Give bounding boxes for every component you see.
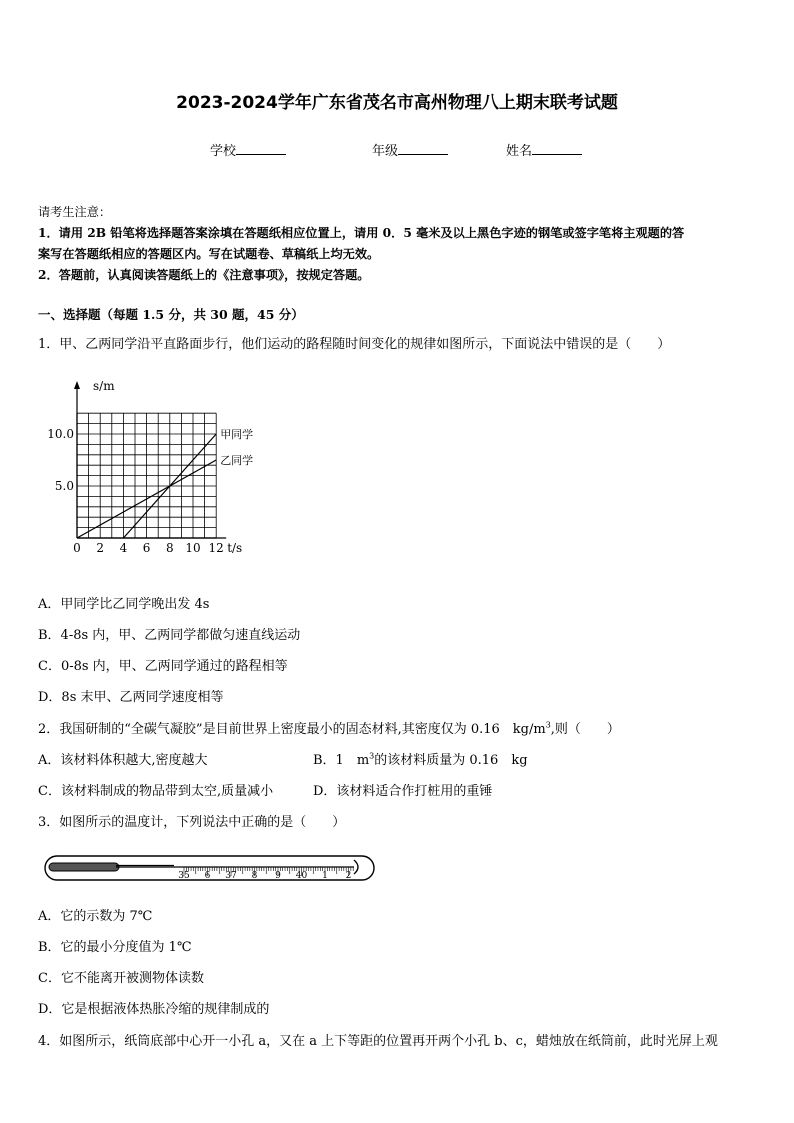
- y-axis-arrow: [74, 381, 80, 389]
- name-label: 姓名: [506, 144, 533, 159]
- name-field: [506, 140, 582, 159]
- thermometer-figure: [44, 850, 376, 886]
- thermometer-bulb: [49, 863, 119, 871]
- q2-option-b-text: B．1 m: [313, 753, 370, 768]
- thermometer-scale-label: 40: [295, 871, 308, 881]
- thermometer-scale-label: 1: [322, 871, 328, 881]
- q2-stem-sup: 3: [545, 720, 551, 730]
- q1-option-c[interactable]: C．0-8s 内，甲、乙两同学通过的路程相等: [38, 659, 288, 674]
- q2-stem-tail: ,则（ ）: [550, 722, 620, 737]
- x-tick-label: 0: [73, 541, 81, 555]
- chart-labels: [47, 379, 253, 555]
- x-tick-label: 4: [119, 541, 128, 555]
- q2-option-b[interactable]: [313, 749, 528, 768]
- page-title: 2023-2024学年广东省茂名市高州物理八上期末联考试题: [176, 93, 618, 113]
- q1-option-d[interactable]: D．8s 末甲、乙两同学速度相等: [38, 690, 224, 705]
- notice-item1-line2: 案写在答题纸相应的答题区内。写在试题卷、草稿纸上均无效。: [38, 247, 380, 261]
- section-title: 一、选择题（每题 1.5 分，共 30 题，45 分）: [38, 307, 304, 322]
- y-tick-label: 10.0: [47, 427, 74, 441]
- school-blank[interactable]: [236, 142, 286, 155]
- school-label: 学校: [210, 144, 237, 159]
- thermometer-scale-label: 37: [225, 871, 237, 881]
- y-tick-label: 5.0: [54, 479, 74, 493]
- notice-item2: 2．答题前，认真阅读答题纸上的《注意事项》，按规定答题。: [38, 268, 370, 282]
- thermometer-scale-label: 2: [345, 871, 352, 881]
- thermometer-scale-label: 35: [178, 871, 190, 881]
- x-axis-label: t/s: [227, 541, 243, 555]
- question-2-stem: [38, 718, 620, 737]
- school-field: [210, 140, 286, 159]
- series-label-1: 甲同学: [220, 428, 254, 441]
- distance-time-chart: [44, 378, 264, 563]
- notice-item1-line1: 1．请用 2B 铅笔将选择题答案涂填在答题纸相应位置上，请用 0．5 毫米及以上黑色字迹的钢笔或签字笔将主观题的答: [38, 226, 685, 240]
- x-tick-label: 8: [165, 541, 174, 555]
- q1-option-b[interactable]: B．4-8s 内，甲、乙两同学都做匀速直线运动: [38, 628, 301, 643]
- q2-option-d[interactable]: D．该材料适合作打桩用的重锤: [313, 784, 493, 799]
- x-tick-label: 6: [142, 541, 151, 555]
- thermometer-scale-label: 9: [275, 871, 281, 881]
- thermometer-scale-label: 8: [251, 871, 258, 881]
- q2-option-c[interactable]: C．该材料制成的物品带到太空,质量减小: [38, 784, 274, 799]
- q2-stem-text: 2．我国研制的“全碳气凝胶”是目前世界上密度最小的固态材料,其密度仅为 0.16 kg/m: [38, 722, 546, 737]
- x-tick-label: 2: [96, 541, 105, 555]
- chart-axes: [74, 381, 226, 538]
- q2-option-b-tail: 的该材料质量为 0.16 kg: [374, 753, 528, 768]
- chart-grid: [77, 413, 216, 538]
- name-blank[interactable]: [532, 142, 582, 155]
- x-tick-label: 12: [208, 541, 224, 555]
- grade-blank[interactable]: [398, 142, 448, 155]
- notice-heading: 请考生注意：: [38, 205, 112, 219]
- q1-option-a[interactable]: A．甲同学比乙同学晚出发 4s: [38, 597, 210, 612]
- question-1-stem: 1．甲、乙两同学沿平直路面步行，他们运动的路程随时间变化的规律如图所示，下面说法中错误的是（ ）: [38, 337, 671, 352]
- y-axis-label: s/m: [93, 379, 115, 393]
- q3-option-b[interactable]: B．它的最小分度值为 1℃: [38, 940, 192, 955]
- question-3-stem: 3．如图所示的温度计，下列说法中正确的是（ ）: [38, 815, 346, 830]
- question-4-stem: 4．如图所示，纸筒底部中心开一小孔 a，又在 a 上下等距的位置再开两个小孔 b、c，蜡烛放在纸筒前，此时光屏上观: [38, 1034, 718, 1049]
- q3-option-c[interactable]: C．它不能离开被测物体读数: [38, 971, 204, 986]
- q2-option-a[interactable]: A．该材料体积越大,密度越大: [38, 753, 208, 768]
- q2-option-b-sup: 3: [369, 751, 375, 761]
- thermometer-scale-label: 6: [204, 871, 211, 881]
- grade-field: [372, 140, 448, 159]
- q3-option-a[interactable]: A．它的示数为 7℃: [38, 909, 153, 924]
- series-label-2: 乙同学: [220, 454, 254, 467]
- q3-option-d[interactable]: D．它是根据液体热胀冷缩的规律制成的: [38, 1002, 270, 1017]
- grade-label: 年级: [372, 144, 399, 159]
- x-tick-label: 10: [185, 541, 201, 555]
